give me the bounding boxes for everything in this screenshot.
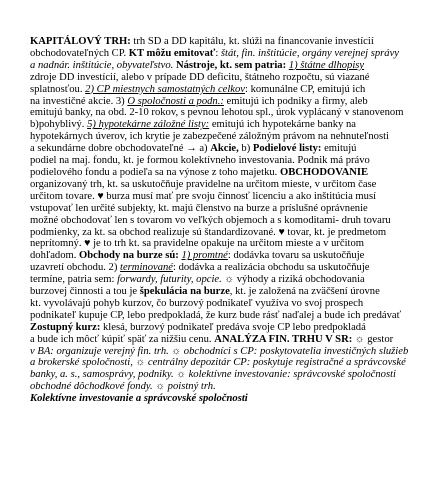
text-run: podielového fondu a podieľa sa na výnose z toho majetku.: [30, 166, 280, 178]
text-line: [30, 48, 438, 60]
text-run: ANALÝZA FIN. TRHU V SR:: [214, 333, 353, 345]
text-run: : dodávka a realizácia obchodu sa uskutočňuje: [173, 262, 370, 274]
text-run: banky, a. s., samosprávy, podniky. ☼ kolektívne investovanie: správcovské spoločnosti: [30, 369, 396, 381]
text-run: Kolektívne investovanie a správcovské spoločnosti: [30, 393, 248, 405]
text-line: [30, 298, 438, 310]
text-run: klesá, burzový podnikateľ predáva svoje CP lebo predpokladá: [100, 321, 366, 333]
text-line: [30, 215, 438, 227]
text-line: [30, 310, 438, 322]
text-run: neprítomný. ♥ je to trh kt. sa pravidelne opakuje na určitom mieste a v určitom: [30, 238, 365, 250]
text-run: , kt. je založená na zväčšení úrovne: [229, 286, 380, 298]
text-run: :: [215, 47, 221, 59]
text-run: Nástroje, kt. sem patria:: [175, 59, 287, 71]
text-line: [30, 346, 438, 358]
text-run: podiel na maj. fondu, kt. je formou kolektívneho investovania. Podnik má právo: [30, 155, 370, 167]
text-run: emitujú ich hypotekárne banky na: [209, 119, 356, 131]
text-run: emitujú banky, na obd. 2-10 rokov, s pevnou lehotou spl., úrok vyplácaný v stanovenom: [30, 107, 404, 119]
text-run: Podielové listy:: [252, 143, 322, 155]
text-line: [30, 322, 438, 334]
text-line: [30, 393, 438, 405]
text-line: [30, 96, 438, 108]
text-run: 1) promtné: [181, 250, 228, 262]
text-line: [30, 203, 438, 215]
text-run: v BA: organizuje verejný fin. trh. ☼ obchodníci s CP: poskytovatelia investičných služieb: [30, 345, 409, 357]
text-line: [30, 381, 438, 393]
text-line: [30, 238, 438, 250]
text-run: emitujú: [321, 143, 357, 155]
text-run: b)pohyblivý.: [30, 119, 88, 131]
text-line: [30, 155, 438, 167]
text-run: určitom tovare. ♥ burza musí mať pre svoju činnosť licenciu a ako inštitúcia musí: [30, 190, 377, 202]
text-run: na investičné akcie. 3): [30, 95, 128, 107]
text-run: možné obchodovať len s tovarom vo veľkých objemoch a s komoditami- druh tovaru: [30, 214, 391, 226]
text-run: terminované: [120, 262, 173, 274]
text-run: vstupovať len určité subjekty, kt. majú členstvo na burze a príslušné oprávnenie: [30, 202, 368, 214]
text-run: OBCHODOVANIE: [279, 166, 369, 178]
text-run: dohľadom.: [30, 250, 80, 262]
text-line: [30, 131, 438, 143]
text-line: [30, 143, 438, 155]
text-run: 2) CP miestnych samostatných celkov: [85, 83, 245, 95]
text-run: Akcie,: [210, 143, 239, 155]
text-run: hypotekárnych úverov, ich krytie je zabezpečené záložným právom na nehnuteľnosti: [30, 131, 389, 143]
text-run: uzavretí obchodu. 2): [30, 262, 121, 274]
text-line: [30, 179, 438, 191]
text-run: a nadnár. inštitúcie, obyvateľstvo.: [30, 59, 174, 71]
text-run: podnikateľ kupuje CP, lebo predpokladá, že kurz bude rásť naďalej a bude ich predávať: [30, 309, 402, 321]
text-run: emitujú ich podniky a firmy, aleb: [223, 95, 368, 107]
text-run: a brokerské spoločnosti, ☼ centrálny depozitár CP: poskytuje registračné a správcovské: [30, 357, 406, 369]
document-body: [30, 36, 438, 405]
text-run: špekulácia na burze: [139, 286, 230, 298]
text-run: podmienky, za kt. sa obchod realizuje sú štandardizované. ♥ tovar, kt. je predmetom: [30, 226, 387, 238]
text-run: splatnosťou.: [30, 83, 86, 95]
text-run: kt. vyvolávajú pohyb kurzov, čo burzový podnikateľ využíva vo svoj prospech: [30, 297, 364, 309]
text-line: [30, 84, 438, 96]
text-run: Obchody na burze sú:: [79, 250, 179, 262]
text-run: KAPITÁLOVÝ TRH:: [30, 36, 131, 47]
text-line: [30, 191, 438, 203]
text-line: [30, 250, 438, 262]
text-line: [30, 262, 438, 274]
text-run: Zostupný kurz:: [30, 321, 101, 333]
text-run: O spoločnosti a podn.:: [127, 95, 224, 107]
text-run: KT môžu emitovať: [128, 47, 216, 59]
text-run: ☼ výhody a riziká obchodovania: [221, 274, 365, 286]
text-run: termíne, patria sem:: [30, 274, 118, 286]
text-run: trh SD a DD kapitálu, kt. slúži na financovanie investícií: [130, 36, 374, 47]
text-run: organizovaný trh, kt. sa uskutočňuje pravidelne na určitom mieste, v určitom čase: [30, 178, 377, 190]
text-run: a sekundárne dobre obchodovateľné → a): [30, 143, 211, 155]
text-line: [30, 60, 438, 72]
text-run: 5) hypotekárne záložné listy:: [87, 119, 210, 131]
text-run: forwardy, futurity, opcie.: [117, 274, 222, 286]
text-run: a bude ich môcť kúpiť späť za nižšiu cenu.: [30, 333, 215, 345]
text-line: [30, 107, 438, 119]
text-line: [30, 334, 438, 346]
text-line: [30, 72, 438, 84]
text-line: [30, 119, 438, 131]
text-run: : komunálne CP, emitujú ich: [245, 83, 366, 95]
text-line: [30, 286, 438, 298]
text-line: [30, 167, 438, 179]
text-run: burzovej činnosti a tou je: [30, 286, 140, 298]
text-run: obchodovateľných CP.: [30, 47, 129, 59]
text-line: [30, 274, 438, 286]
text-run: ☼ gestor: [352, 333, 394, 345]
text-line: [30, 227, 438, 239]
text-run: 1) štátne dlhopisy: [288, 59, 365, 71]
text-run: obchodné dôchodkové fondy. ☼ poistný trh.: [30, 381, 216, 393]
text-line: [30, 36, 438, 48]
text-run: štát, fin. inštitúcie, orgány verejnej správy: [220, 47, 400, 59]
text-run: zdroje DD investícií, alebo v prípade DD deficitu, štátneho rozpočtu, sú viazané: [30, 71, 370, 83]
text-run: : dodávka tovaru sa uskutočňuje: [227, 250, 365, 262]
text-line: [30, 357, 438, 369]
text-run: b): [238, 143, 253, 155]
text-line: [30, 369, 438, 381]
